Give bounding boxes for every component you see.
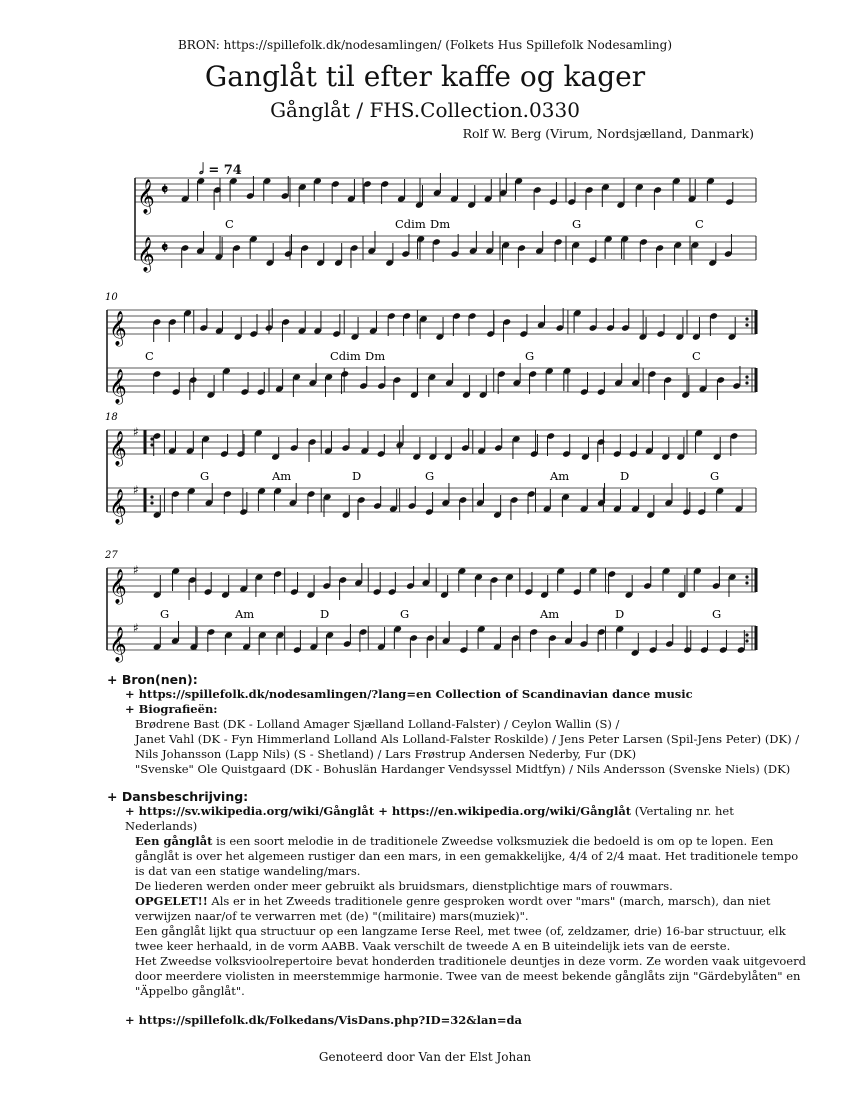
treble-clef-icon: 𝄞 <box>109 627 127 662</box>
repeat-dot <box>150 443 153 446</box>
sharp-icon: ♯ <box>133 425 139 439</box>
treble-clef-icon: 𝄞 <box>109 569 127 604</box>
paragraph-bold: Een gånglåt <box>135 834 213 848</box>
page-title: Ganglåt til efter kaffe og kager <box>204 60 646 93</box>
repeat-dot <box>745 323 748 326</box>
dance-link[interactable]: + https://spillefolk.dk/Folkedans/VisDans.php?ID=32&lan=da <box>125 1013 522 1027</box>
chord-symbol: Am <box>272 469 292 483</box>
chord-symbol: G <box>200 469 210 483</box>
chord-symbol: D <box>352 469 362 483</box>
page-subtitle: Gånglåt / FHS.Collection.0330 <box>270 98 580 122</box>
notes-section <box>107 672 807 1028</box>
bio-line: "Svenske" Ole Quistgaard (DK - Bohuslän Hardanger Vendsyssel Midtfyn) / Nils Andersson (Svenske Niels) (DK) <box>135 762 791 776</box>
repeat-dot <box>745 633 748 636</box>
chord-symbol: Am <box>540 607 560 621</box>
chord-symbol: Dm <box>365 349 386 363</box>
chord-symbol: C <box>145 349 154 363</box>
repeat-dot <box>745 639 748 642</box>
composer-line: Rolf W. Berg (Virum, Nordsjælland, Danmark) <box>462 126 754 141</box>
dance-paragraph: Een gånglåt is een soort melodie in de traditionele Zweedse volksmuziek die bedoeld is om op te lopen. Een gånglåt is over het algemeen rustiger dan een mars, in een gemakkelijke, 4/4 of 2/4 maat. Het traditionele tempo is dat van een statige wandeling/mars. <box>135 834 799 878</box>
source-line: BRON: https://spillefolk.dk/nodesamlingen/ (Folkets Hus Spillefolk Nodesamling) <box>177 38 673 52</box>
chord-symbol: Am <box>550 469 570 483</box>
treble-clef-icon: 𝄞 <box>109 369 127 404</box>
tempo-value: = 74 <box>208 163 242 178</box>
chord-symbol: D <box>320 607 330 621</box>
cut-time-icon: 𝄵 <box>161 180 169 199</box>
chord-symbol: C <box>695 217 704 231</box>
repeat-dot <box>150 495 153 498</box>
measure-number: 27 <box>105 550 118 561</box>
repeat-dot <box>745 381 748 384</box>
treble-clef-icon: 𝄞 <box>109 311 127 346</box>
bio-line: Janet Vahl (DK - Fyn Himmerland Lolland Als Lolland-Falster Roskilde) / Jens Peter Larsen (Spil-Jens Peter) (DK) / <box>135 732 800 746</box>
dance-paragraph: De liederen werden onder meer gebruikt als bruidsmars, dienstplichtige mars of rouwmars. <box>135 879 673 893</box>
repeat-dot <box>745 575 748 578</box>
bio-line: Brødrene Bast (DK - Lolland Amager Sjælland Lolland-Falster) / Ceylon Wallin (S) / <box>135 717 620 731</box>
measure-number: 10 <box>105 292 118 303</box>
chord-symbol: G <box>160 607 170 621</box>
sharp-icon: ♯ <box>133 621 139 635</box>
sources-heading: + Bron(nen): <box>107 672 198 687</box>
repeat-dot <box>150 501 153 504</box>
treble-clef-icon: 𝄞 <box>137 237 155 272</box>
chord-symbol: Am <box>235 607 255 621</box>
cut-time-icon: 𝄵 <box>161 238 169 257</box>
chord-symbol: G <box>572 217 582 231</box>
chord-symbol: G <box>425 469 435 483</box>
treble-clef-icon: 𝄞 <box>109 431 127 466</box>
repeat-dot <box>745 317 748 320</box>
half-note-icon: 𝅗𝅥 <box>199 160 204 178</box>
chord-symbol: Dm <box>430 217 451 231</box>
sharp-icon: ♯ <box>133 563 139 577</box>
dance-links-line <box>107 804 807 834</box>
chord-symbol: D <box>620 469 630 483</box>
measure-number: 18 <box>105 412 118 423</box>
credit-line: Genoteerd door Van der Elst Johan <box>318 1050 532 1064</box>
bio-heading: + Biografieën: <box>125 702 218 716</box>
sources-link[interactable]: + https://spillefolk.dk/nodesamlingen/?lang=en Collection of Scandinavian dance music <box>125 687 693 701</box>
chord-symbol: Cdim <box>330 349 361 363</box>
warning-bold: OPGELET!! <box>135 894 208 908</box>
translation-note: (Vertaling nr. het Nederlands) <box>125 804 734 833</box>
chord-symbol: G <box>712 607 722 621</box>
wikipedia-links[interactable]: + https://sv.wikipedia.org/wiki/Gånglåt + https://en.wikipedia.org/wiki/Gånglåt <box>125 804 632 818</box>
repeat-dot <box>745 581 748 584</box>
chord-symbol: G <box>710 469 720 483</box>
chord-symbol: G <box>525 349 535 363</box>
chord-symbol: C <box>225 217 234 231</box>
chord-symbol: Cdim <box>395 217 426 231</box>
chord-symbol: C <box>692 349 701 363</box>
chord-symbol: D <box>615 607 625 621</box>
repeat-dot <box>745 375 748 378</box>
dance-heading: + Dansbeschrijving: <box>107 789 249 804</box>
bio-line: Nils Johansson (Lapp Nils) (S - Shetland) / Lars Frøstrup Andersen Nederby, Fur (DK) <box>135 747 637 761</box>
sharp-icon: ♯ <box>133 483 139 497</box>
treble-clef-icon: 𝄞 <box>137 179 155 214</box>
dance-paragraph: Het Zweedse volksvioolrepertoire bevat honderden traditionele deuntjes in deze vorm. Ze worden vaak uitgevoerd door meerdere violisten in meerstemmige harmonie. Twee van de meest bekende gånglåts zijn "Gärdebylåten" en "Äppelbo gånglåt". <box>135 954 806 998</box>
repeat-dot <box>150 437 153 440</box>
chord-symbol: G <box>400 607 410 621</box>
treble-clef-icon: 𝄞 <box>109 489 127 524</box>
dance-paragraph: OPGELET!! Als er in het Zweeds traditionele genre gesproken wordt over "mars" (march, marsch), dan niet verwijzen naar/of te verwarren met (de) "(militaire) mars(muziek)". <box>135 894 771 923</box>
dance-paragraph: Een gånglåt lijkt qua structuur op een langzame Ierse Reel, met twee (of, zeldzamer, drie) 16-bar structuur, elk twee keer herhaald, in de vorm AABB. Vaak verschilt de tweede A en B uiteindelijk iets van de eerste. <box>135 924 786 953</box>
